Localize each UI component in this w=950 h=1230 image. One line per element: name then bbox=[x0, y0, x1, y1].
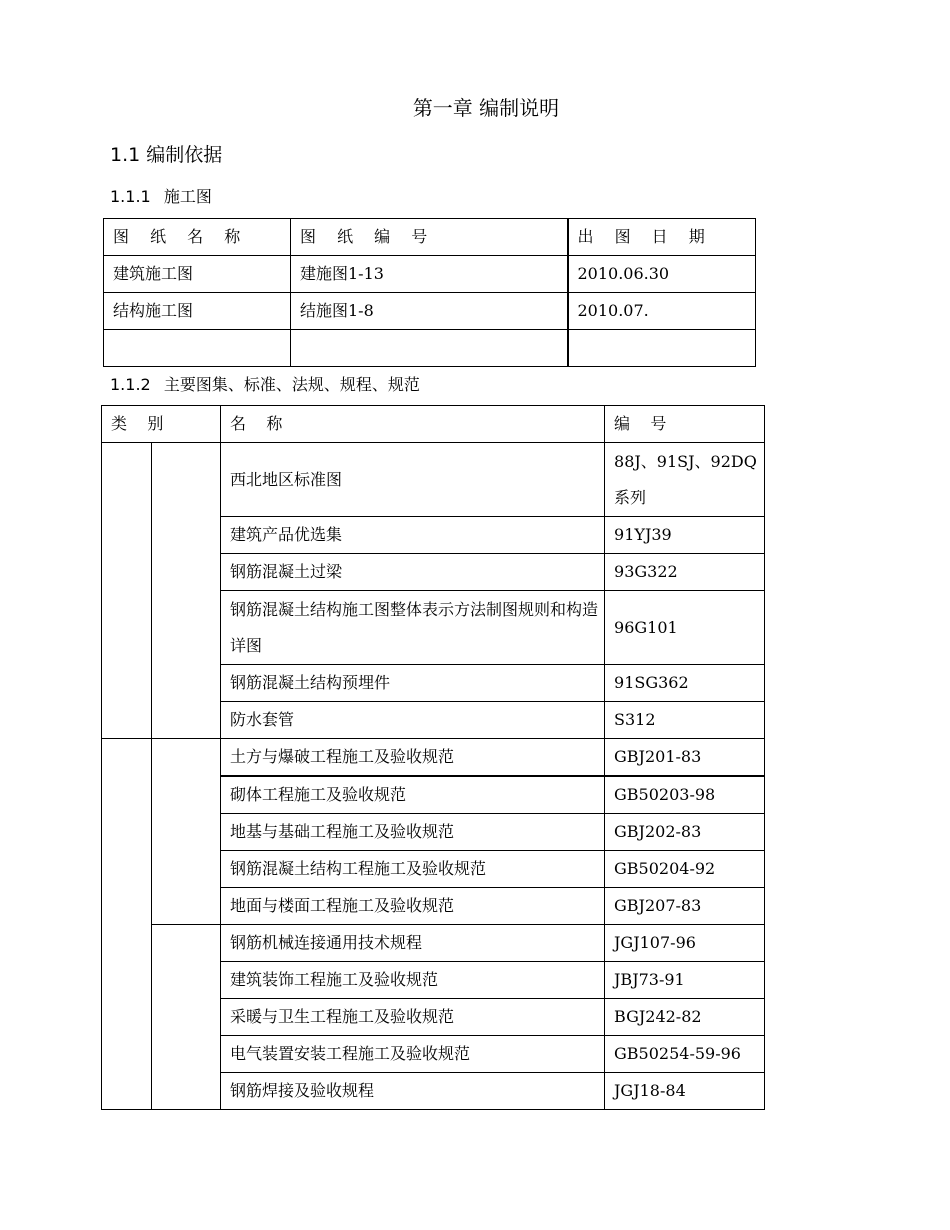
standard-name: 电气装置安装工程施工及验收规范 bbox=[221, 1036, 605, 1073]
standard-name: 钢筋机械连接通用技术规程 bbox=[221, 925, 605, 962]
subcategory-cell bbox=[152, 443, 221, 739]
table-cell: 建筑施工图 bbox=[104, 256, 291, 293]
standard-name: 钢筋混凝土结构预埋件 bbox=[221, 665, 605, 702]
standard-name: 钢筋混凝土结构工程施工及验收规范 bbox=[221, 851, 605, 888]
section-heading-1-1: 1.1 编制依据 bbox=[110, 144, 223, 166]
table-cell bbox=[568, 330, 756, 367]
table-header-row bbox=[102, 406, 765, 443]
standard-name: 砌体工程施工及验收规范 bbox=[221, 776, 605, 814]
standard-code: 88J、91SJ、92DQ系列 bbox=[605, 443, 765, 517]
header-cell: 编 号 bbox=[605, 406, 765, 443]
table-row bbox=[102, 739, 765, 777]
section-title: 施工图 bbox=[163, 187, 212, 206]
standard-code: GB50254-59-96 bbox=[605, 1036, 765, 1073]
table-row bbox=[102, 443, 765, 517]
section-heading-1-1-1 bbox=[110, 184, 212, 207]
subcategory-cell bbox=[152, 739, 221, 925]
category-cell bbox=[102, 739, 152, 1110]
table-row bbox=[104, 330, 756, 367]
standard-code: JGJ107-96 bbox=[605, 925, 765, 962]
standard-code: JGJ18-84 bbox=[605, 1073, 765, 1110]
standard-code: 91YJ39 bbox=[605, 517, 765, 554]
standard-code: GB50204-92 bbox=[605, 851, 765, 888]
section-heading-1-1-2 bbox=[110, 372, 420, 395]
standard-code: GBJ202-83 bbox=[605, 814, 765, 851]
section-number: 1.1.1 bbox=[110, 187, 151, 206]
header-cell: 图 纸 编 号 bbox=[291, 219, 568, 256]
table-cell: 结施图1-8 bbox=[291, 293, 568, 330]
table-row bbox=[102, 925, 765, 962]
table-header-row bbox=[104, 219, 756, 256]
table-cell: 2010.06.30 bbox=[568, 256, 756, 293]
standard-name: 钢筋混凝土过梁 bbox=[221, 554, 605, 591]
standard-code: 91SG362 bbox=[605, 665, 765, 702]
standard-name: 地面与楼面工程施工及验收规范 bbox=[221, 888, 605, 925]
standard-name: 钢筋焊接及验收规程 bbox=[221, 1073, 605, 1110]
table-cell bbox=[291, 330, 568, 367]
table-cell: 建施图1-13 bbox=[291, 256, 568, 293]
standard-code: 93G322 bbox=[605, 554, 765, 591]
table-cell: 2010.07. bbox=[568, 293, 756, 330]
standards-table bbox=[101, 405, 765, 1110]
table-cell: 结构施工图 bbox=[104, 293, 291, 330]
standard-name: 采暖与卫生工程施工及验收规范 bbox=[221, 999, 605, 1036]
section-title: 主要图集、标准、法规、规程、规范 bbox=[163, 375, 420, 394]
standard-code: BGJ242-82 bbox=[605, 999, 765, 1036]
header-cell: 名 称 bbox=[221, 406, 605, 443]
table-row bbox=[104, 256, 756, 293]
drawings-table bbox=[103, 218, 756, 367]
standard-name: 建筑装饰工程施工及验收规范 bbox=[221, 962, 605, 999]
standard-code: 96G101 bbox=[605, 591, 765, 665]
table-cell bbox=[104, 330, 291, 367]
table-row bbox=[104, 293, 756, 330]
standard-name: 防水套管 bbox=[221, 702, 605, 739]
category-cell bbox=[102, 443, 152, 739]
standard-code: JBJ73-91 bbox=[605, 962, 765, 999]
standard-name: 土方与爆破工程施工及验收规范 bbox=[221, 739, 605, 777]
header-cell: 类 别 bbox=[102, 406, 221, 443]
standard-code: S312 bbox=[605, 702, 765, 739]
standard-name: 西北地区标准图 bbox=[221, 443, 605, 517]
section-number: 1.1.2 bbox=[110, 375, 151, 394]
standard-code: GBJ201-83 bbox=[605, 739, 765, 777]
subcategory-cell bbox=[152, 925, 221, 1110]
header-cell: 出 图 日 期 bbox=[568, 219, 756, 256]
chapter-title: 第一章 编制说明 bbox=[412, 96, 560, 120]
standard-code: GBJ207-83 bbox=[605, 888, 765, 925]
standard-name: 钢筋混凝土结构施工图整体表示方法制图规则和构造详图 bbox=[221, 591, 605, 665]
header-cell: 图 纸 名 称 bbox=[104, 219, 291, 256]
standard-name: 地基与基础工程施工及验收规范 bbox=[221, 814, 605, 851]
standard-code: GB50203-98 bbox=[605, 776, 765, 814]
standard-name: 建筑产品优选集 bbox=[221, 517, 605, 554]
